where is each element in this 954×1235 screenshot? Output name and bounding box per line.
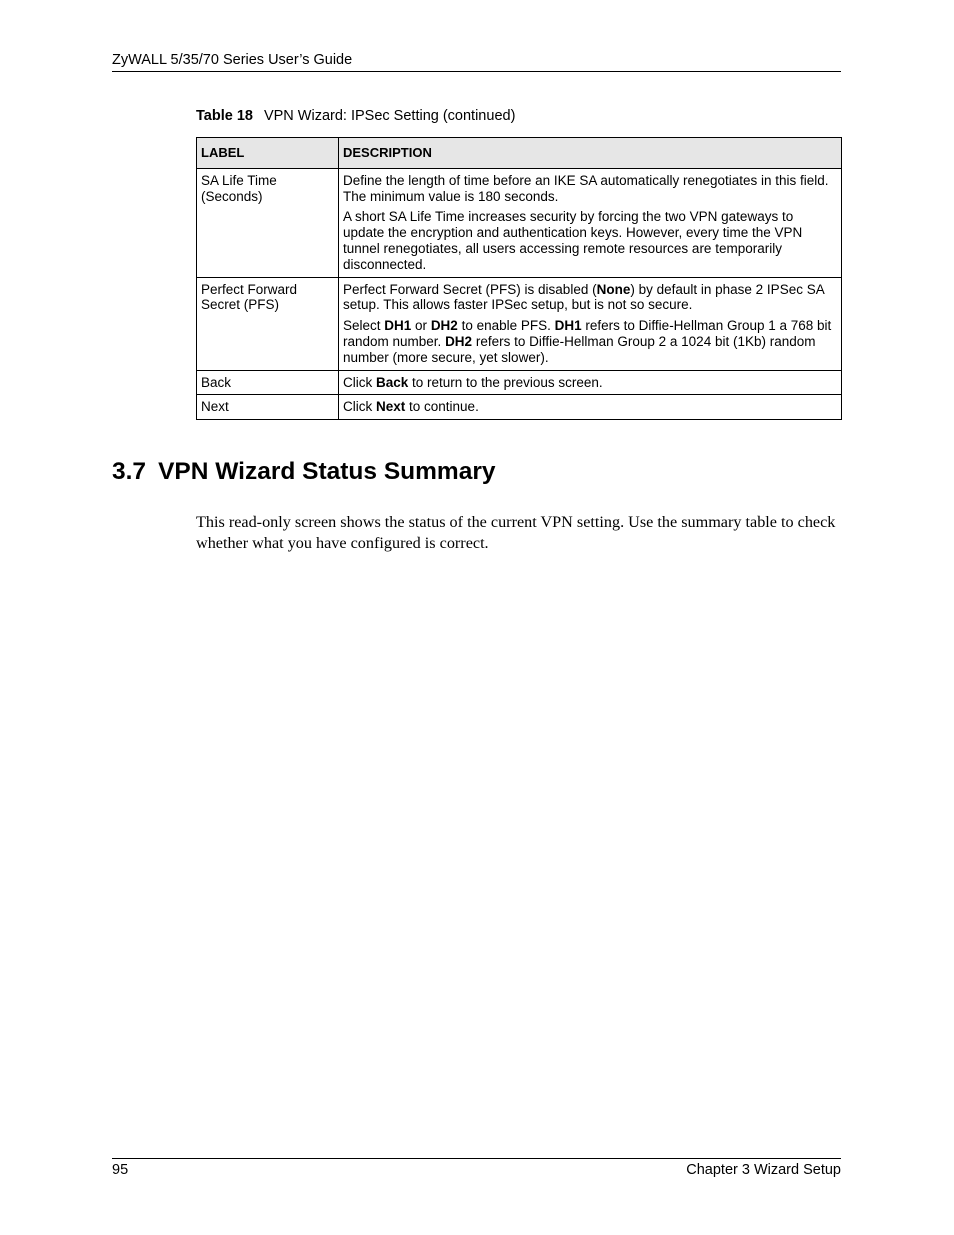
section-heading: [112, 458, 496, 486]
section-body: This read-only screen shows the status of the current VPN setting. Use the summary table to check whether what you have configured is correct.: [196, 513, 836, 552]
row-label: SA Life Time (Seconds): [197, 168, 339, 277]
text-run: to return to the previous screen.: [408, 374, 603, 390]
row-description: [339, 370, 842, 395]
text-run: or: [411, 318, 431, 334]
column-header-description: DESCRIPTION: [339, 138, 842, 169]
bold-term: DH1: [554, 318, 582, 334]
footer-rule: [112, 1158, 841, 1159]
table-row: [197, 370, 842, 395]
table-row: [197, 395, 842, 420]
row-label: Perfect Forward Secret (PFS): [197, 277, 339, 370]
column-header-label: LABEL: [197, 138, 339, 169]
header-rule: [112, 71, 841, 72]
text-run: Perfect Forward Secret (PFS) is disabled (: [343, 281, 597, 297]
section-title: VPN Wizard Status Summary: [158, 458, 496, 485]
description-paragraph: [343, 318, 837, 365]
description-paragraph: [343, 282, 837, 314]
text-run: refers to Diffie-Hellman Group 1 a 768 bit random number.: [343, 318, 832, 349]
table-row: [197, 277, 842, 370]
text-run: refers to Diffie-Hellman Group 2 a 1024 bit (1Kb) random number (more secure, yet slower).: [343, 333, 816, 365]
row-description: [339, 168, 842, 277]
description-paragraph: [343, 375, 837, 391]
table-caption-label: Table 18: [196, 108, 253, 124]
row-label: Back: [197, 370, 339, 395]
row-description: [339, 277, 842, 370]
bold-term: None: [596, 281, 631, 297]
page-number: 95: [112, 1162, 129, 1178]
text-run: Click: [343, 374, 376, 390]
row-description: [339, 395, 842, 420]
table-header-row: [197, 138, 842, 169]
text-run: Click: [343, 399, 376, 415]
text-run: Define the length of time before an IKE SA automatically renegotiates in this field. The minimum value is 180 seconds.: [343, 172, 829, 204]
description-paragraph: [343, 399, 837, 415]
row-label: Next: [197, 395, 339, 420]
description-paragraph: [343, 173, 837, 205]
table-body: [197, 168, 842, 419]
settings-table: [196, 137, 842, 420]
table-caption: [196, 108, 515, 124]
bold-term: DH2: [430, 318, 458, 334]
bold-term: DH2: [445, 333, 473, 349]
text-run: to continue.: [405, 399, 479, 415]
section-number: 3.7: [112, 458, 147, 485]
bold-term: Next: [376, 399, 406, 415]
text-run: to enable PFS.: [457, 318, 555, 334]
text-run: Select: [343, 318, 385, 334]
text-run: A short SA Life Time increases security by forcing the two VPN gateways to update the encryption and authentication keys. However, every time the VPN tunnel renegotiates, all users accessing remote resources are temporarily disconnected.: [343, 209, 803, 272]
table-row: [197, 168, 842, 277]
description-paragraph: [343, 209, 837, 272]
running-header: ZyWALL 5/35/70 Series User’s Guide: [112, 52, 353, 68]
chapter-title: Chapter 3 Wizard Setup: [686, 1162, 841, 1178]
text-run: ) by default in phase 2 IPSec SA setup. This allows faster IPSec setup, but is not so secure.: [343, 281, 824, 313]
table-caption-text: VPN Wizard: IPSec Setting (continued): [263, 108, 516, 124]
bold-term: Back: [376, 374, 409, 390]
bold-term: DH1: [384, 318, 412, 334]
